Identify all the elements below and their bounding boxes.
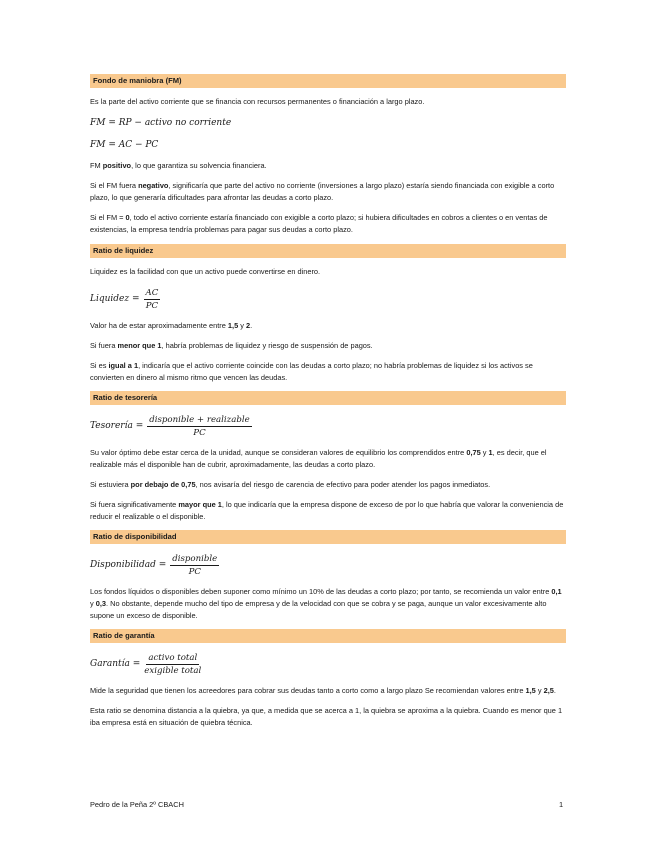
liquidez-equal-text: Si es igual a 1, indicaría que el activo corriente coincide con las deudas a corto plazo; no habría problemas de liquidez si los activos se convierten en dinero al mismo ritmo que vencen las deudas. bbox=[90, 361, 533, 382]
tesoreria-formula: Tesorería = $\frac{\text{disponible + realizable}}{PC}$ bbox=[90, 414, 250, 438]
liquidez-formula: Liquidez = $\frac{AC}{PC}$ bbox=[90, 287, 159, 311]
garantia-formula: Garantía = $\frac{\text{activo total}}{\text{exigible total}}$ bbox=[90, 652, 202, 676]
fm-zero-text: Si el FM = 0, todo el activo corriente estaría financiado con exigible a corto plazo; si hubiera dificultades en cobros a clientes o en ventas de existencias, la empresa tendría problemas para pagar sus deudas a corto plazo. bbox=[90, 213, 548, 234]
tesoreria-optimal-text: Su valor óptimo debe estar cerca de la unidad, aunque se consideran valores de equilibrio los comprendidos entre 0,75 y 1, es decir, que el realizable más el disponible han de cubrir, aproximadamente, las deudas a corto plazo. bbox=[90, 448, 547, 469]
tesoreria-below-text: Si estuviera por debajo de 0,75, nos avisaría del riesgo de carencia de efectivo para poder atender los pagos inmediatos. bbox=[90, 480, 491, 489]
fm-negative-text: Si el FM fuera negativo, significaría que parte del activo no corriente (inversiones a largo plazo) estaría siendo financiada con exigible a corto plazo, lo que generaría dificultades para afrontar las deudas a corto plazo. bbox=[90, 181, 555, 202]
section-header-disponibilidad: Ratio de disponibilidad bbox=[90, 530, 566, 544]
footer-author: Pedro de la Peña 2º CBACH bbox=[90, 800, 184, 809]
fm-positive-text: FM positivo, lo que garantiza su solvencia financiera. bbox=[90, 161, 267, 170]
garantia-range-text: Mide la seguridad que tienen los acreedores para cobrar sus deudas tanto a corto como a largo plazo Se recomiendan valores entre 1,5 y 2,5. bbox=[90, 686, 556, 695]
garantia-quiebra-text: Esta ratio se denomina distancia a la quiebra, ya que, a medida que se acerca a 1, la quiebra se aproxima a la quiebra. Cuando es menor que 1 iba empresa está en situación de quiebra técnica. bbox=[90, 706, 563, 727]
section-header-garantia: Ratio de garantía bbox=[90, 629, 566, 643]
fm-intro: Es la parte del activo corriente que se financia con recursos permanentes o financiación a largo plazo. bbox=[90, 97, 425, 106]
liquidez-range-text: Valor ha de estar aproximadamente entre 1,5 y 2. bbox=[90, 321, 253, 330]
liquidez-less-text: Si fuera menor que 1, habría problemas de liquidez y riesgo de suspensión de pagos. bbox=[90, 341, 373, 350]
section-header-tesoreria: Ratio de tesorería bbox=[90, 391, 566, 405]
fm-formula-1: FM = RP − activo no corriente bbox=[90, 118, 232, 128]
document-page bbox=[90, 74, 566, 737]
liquidez-intro: Liquidez es la facilidad con que un activo puede convertirse en dinero. bbox=[90, 267, 321, 276]
section-header-liquidez: Ratio de liquidez bbox=[90, 244, 566, 258]
disponibilidad-formula: Disponibilidad = $\frac{\text{disponible}}{PC}$ bbox=[90, 553, 218, 577]
section-header-fondo-maniobra: Fondo de maniobra (FM) bbox=[90, 74, 566, 88]
fm-formula-2: FM = AC − PC bbox=[90, 140, 159, 150]
tesoreria-above-text: Si fuera significativamente mayor que 1, lo que indicaría que la empresa dispone de exceso de por lo que habría que valorar la conveniencia de reducir el realizable o el disponible. bbox=[90, 500, 564, 521]
disponibilidad-text: Los fondos líquidos o disponibles deben suponer como mínimo un 10% de las deudas a corto plazo; por tanto, se recomienda un valor entre 0,1 y 0,3. No obstante, depende mucho del tipo de empresa y de la velocidad con que se cobra y se paga, aunque un valor excesivamente alto supone un exceso de disponible. bbox=[90, 587, 562, 620]
page-number: 1 bbox=[559, 800, 564, 809]
